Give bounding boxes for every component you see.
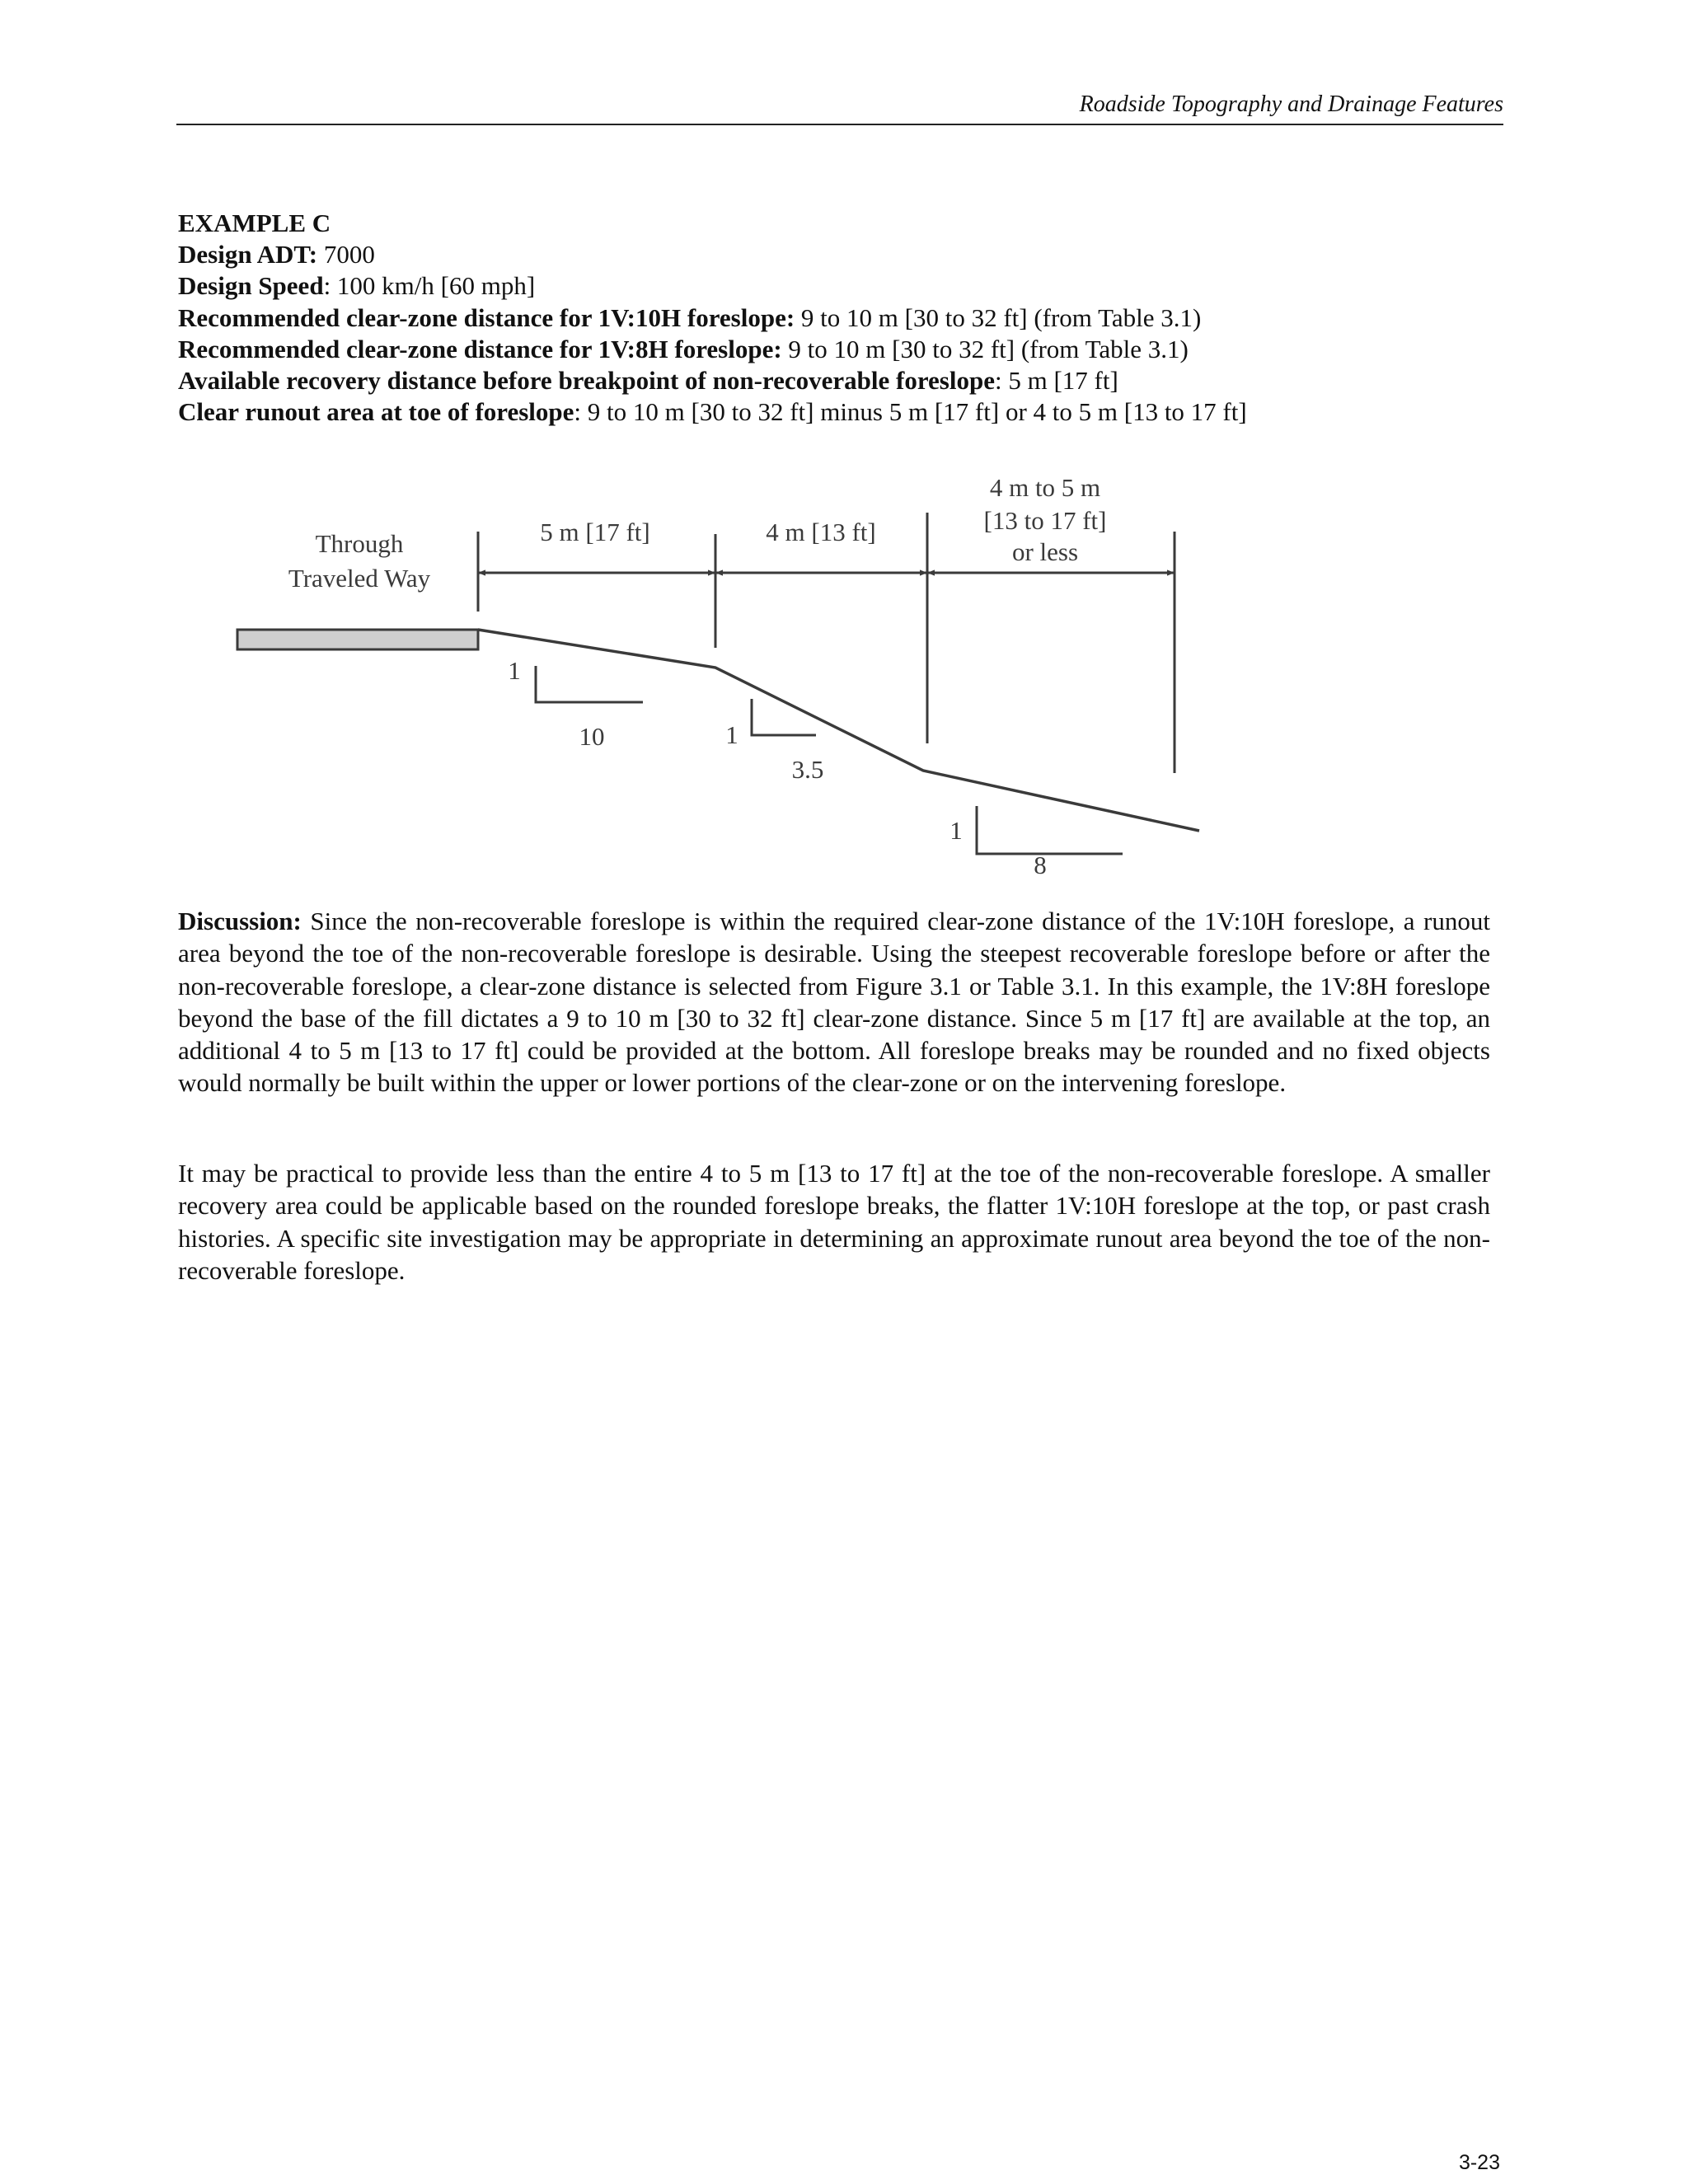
example-title: EXAMPLE C	[178, 209, 331, 237]
traveled-way-label-1: Through	[315, 529, 404, 558]
slope-rise-10h: 1	[508, 656, 521, 685]
discussion-text: Since the non-recoverable foreslope is within the required clear-zone distance of the 1V:10H foreslope, a runout area beyond the toe of the non-recoverable foreslope is desirable. Using the steepest recoverable foreslope before or after the non-recoverable foreslope, a clear-zone distance is selected from Figure 3.1 or Table 3.1. In this example, the 1V:8H foreslope beyond the base of the fill dictates a 9 to 10 m [30 to 32 ft] clear-zone distance. Since 5 m [17 ft] are available at the top, an additional 4 to 5 m [13 to 17 ft] could be provided at the bottom. All foreslope breaks may be rounded and no fixed objects would normally be built within the upper or lower portions of the clear-zone or on the intervening foreslope.	[178, 907, 1490, 1098]
traveled-way-label-2: Traveled Way	[288, 564, 431, 593]
slope-rise-3-5h: 1	[725, 720, 738, 749]
slope-run-3-5h: 3.5	[791, 755, 824, 784]
runout-area-line: Clear runout area at toe of foreslope: 9 to 10 m [30 to 32 ft] minus 5 m [17 ft] or 4 to 5 m [13 to 17 ft]	[178, 397, 1247, 427]
traveled-way-slab	[237, 630, 478, 649]
running-header: Roadside Topography and Drainage Features	[1079, 91, 1503, 117]
recovery-distance-line: Available recovery distance before breakpoint of non-recoverable foreslope: 5 m [17 ft]	[178, 366, 1118, 396]
design-speed-line: Design Speed: 100 km/h [60 mph]	[178, 271, 536, 301]
runout-label-1: 4 m to 5 m	[989, 473, 1101, 502]
clear-zone-8h-line: Recommended clear-zone distance for 1V:8H foreslope: 9 to 10 m [30 to 32 ft] (from Table 3.1)	[178, 334, 1189, 363]
second-paragraph: It may be practical to provide less than the entire 4 to 5 m [13 to 17 ft] at the toe of the non-recoverable foreslope. A smaller recovery area could be applicable based on the rounded foreslope breaks, the flatter 1V:10H foreslope at the top, or past crash histories. A specific site investigation may be appropriate in determining an approximate runout area beyond the toe of the non-recoverable foreslope.	[178, 1159, 1490, 1285]
discussion-paragraph	[178, 905, 1490, 1099]
page-number: 3-23	[1458, 2151, 1500, 2174]
slope-indicator-3-5h	[752, 699, 816, 735]
runout-label-3: or less	[1011, 537, 1079, 566]
slope-run-8h: 8	[1034, 851, 1047, 879]
slope-run-10h: 10	[579, 722, 605, 751]
slope-rise-8h: 1	[950, 816, 963, 845]
runout-label-2: [13 to 17 ft]	[983, 506, 1107, 535]
slope-indicator-8h	[977, 806, 1123, 854]
dimension-label-5m: 5 m [17 ft]	[540, 518, 650, 546]
design-adt-line: Design ADT: 7000	[178, 240, 375, 269]
dimension-label-4m: 4 m [13 ft]	[766, 518, 876, 546]
foreslope-diagram	[0, 0, 1688, 882]
discussion-label: Discussion:	[178, 907, 302, 935]
clear-zone-10h-line: Recommended clear-zone distance for 1V:10H foreslope: 9 to 10 m [30 to 32 ft] (from Table 3.1)	[178, 302, 1202, 332]
slope-indicator-10h	[536, 666, 643, 702]
